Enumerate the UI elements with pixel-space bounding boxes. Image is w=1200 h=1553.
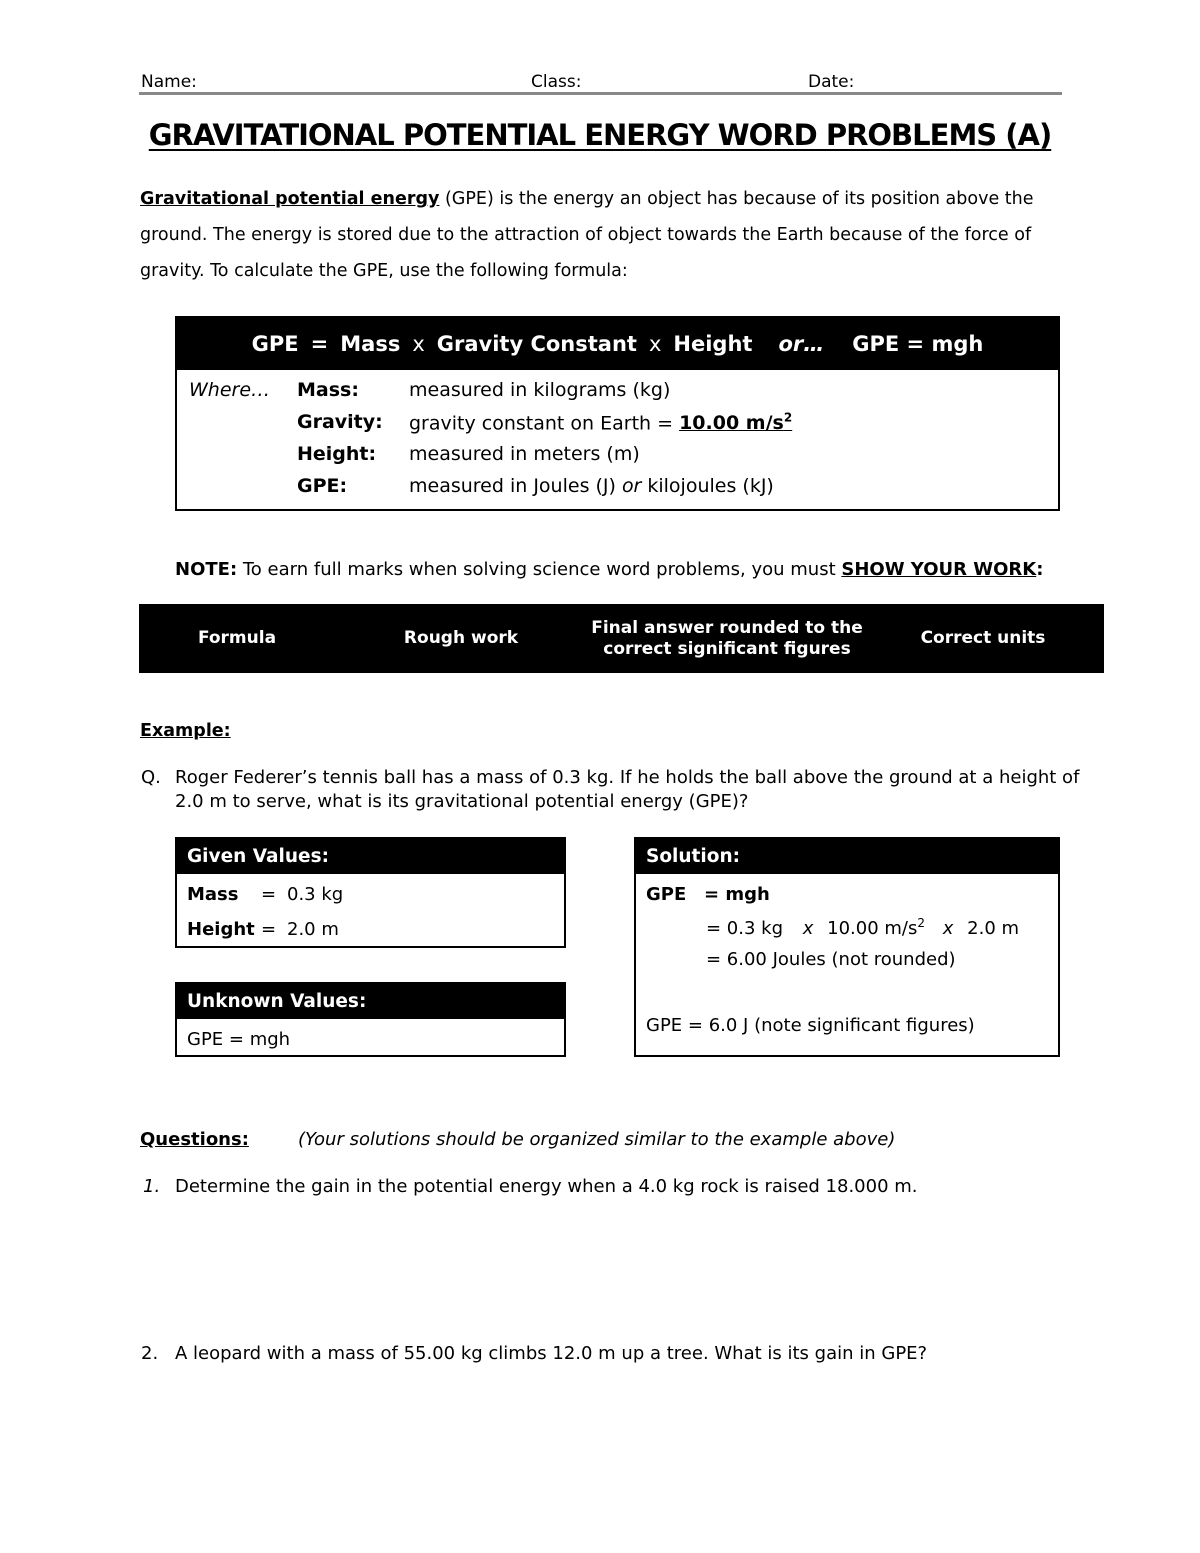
formula-short: GPE = mgh — [852, 332, 984, 356]
solution-formula: = mgh — [704, 884, 770, 905]
unknown-values-box — [175, 982, 566, 1057]
class-label: Class: — [531, 72, 582, 92]
solution-box — [634, 837, 1060, 1057]
date-label: Date: — [808, 72, 855, 92]
gravity-constant-number: 10.00 m/s — [679, 412, 784, 435]
formula-gravity-constant: Gravity Constant — [436, 332, 637, 356]
intro-paragraph — [140, 181, 1060, 289]
header-rule — [139, 92, 1062, 95]
question-1-number: 1. — [143, 1176, 161, 1197]
formula-or: or… — [778, 332, 825, 356]
work-units: Correct units — [920, 628, 1046, 648]
question-2-number: 2. — [141, 1343, 159, 1364]
example-label: Example: — [140, 721, 231, 741]
formula-height: Height — [673, 332, 753, 356]
name-label: Name: — [141, 72, 197, 92]
solution-sub-height: 2.0 m — [967, 918, 1020, 939]
intro-term: Gravitational potential energy — [140, 189, 440, 209]
gpe-unit-or: or — [621, 475, 642, 497]
solution-sub-gravity: 10.00 m/s — [827, 918, 918, 939]
formula-gpe-label: GPE: — [297, 475, 348, 497]
solution-gpe-label: GPE — [646, 884, 687, 905]
solution-sub-mass: = 0.3 kg — [706, 918, 784, 939]
given-mass-eq: = — [261, 884, 277, 905]
formula-gpe-value — [409, 475, 774, 497]
formula-mass: Mass — [340, 332, 401, 356]
work-final-answer — [589, 604, 865, 673]
gravity-constant-exponent: 2 — [783, 411, 793, 425]
page-title: GRAVITATIONAL POTENTIAL ENERGY WORD PROBLEMS (A) — [148, 118, 1052, 152]
formula-mass-value: measured in kilograms (kg) — [409, 379, 671, 401]
formula-where: Where… — [189, 379, 271, 401]
questions-label: Questions: — [140, 1129, 249, 1150]
formula-height-label: Height: — [297, 443, 377, 465]
gpe-unit-joules: measured in Joules (J) — [409, 475, 616, 497]
intro-line-3: gravity. To calculate the GPE, use the following formula: — [140, 261, 628, 281]
given-mass-value: 0.3 kg — [287, 884, 344, 905]
formula-times-2: x — [648, 332, 662, 356]
formula-mass-label: Mass: — [297, 379, 359, 401]
work-rough: Rough work — [403, 628, 519, 648]
work-final-line-2: correct significant figures — [603, 638, 851, 659]
solution-substitution — [706, 916, 1019, 939]
note-text: To earn full marks when solving science word problems, you must — [237, 559, 842, 580]
example-q-line-2: 2.0 m to serve, what is its gravitational potential energy (GPE)? — [175, 791, 749, 812]
given-values-box — [175, 837, 566, 948]
gpe-unit-kilojoules: kilojoules (kJ) — [647, 475, 774, 497]
intro-line-1 — [140, 181, 1060, 217]
example-q-line-1: Roger Federer’s tennis ball has a mass of 0.3 kg. If he holds the ball above the ground at a height of — [175, 767, 1080, 788]
formula-header — [177, 318, 1058, 370]
unknown-values-title: Unknown Values: — [177, 984, 564, 1019]
questions-note: (Your solutions should be organized similar to the example above) — [298, 1129, 896, 1150]
given-height-value: 2.0 m — [287, 919, 339, 940]
gravity-constant-value — [679, 412, 792, 434]
gravity-value-prefix: gravity constant on Earth = — [409, 412, 680, 435]
solution-unrounded: = 6.00 Joules (not rounded) — [706, 949, 956, 970]
unknown-values-text: GPE = mgh — [187, 1029, 291, 1050]
question-1-text: Determine the gain in the potential energy when a 4.0 kg rock is raised 18.000 m. — [175, 1176, 918, 1197]
given-height-label: Height — [187, 919, 255, 940]
formula-box — [175, 316, 1060, 511]
solution-final: GPE = 6.0 J (note significant figures) — [646, 1015, 975, 1036]
formula-gravity-value — [409, 411, 792, 434]
solution-times-1: x — [802, 918, 814, 939]
solution-times-2: x — [942, 918, 954, 939]
solution-sub-exponent: 2 — [917, 916, 926, 930]
note-colon: : — [1036, 559, 1044, 580]
intro-line-1-rest: (GPE) is the energy an object has because of its position above the — [439, 189, 1034, 209]
formula-times-1: x — [412, 332, 425, 356]
given-mass-label: Mass — [187, 884, 239, 905]
work-formula: Formula — [197, 628, 277, 648]
intro-line-2: ground. The energy is stored due to the attraction of object towards the Earth because of the force of — [140, 225, 1032, 245]
note-line — [175, 559, 1043, 580]
formula-gpe: GPE — [251, 332, 299, 356]
given-values-title: Given Values: — [177, 839, 564, 874]
given-height-eq: = — [261, 919, 277, 940]
note-emphasis: SHOW YOUR WORK — [841, 559, 1037, 580]
work-requirements-bar — [139, 604, 1104, 673]
question-2-text: A leopard with a mass of 55.00 kg climbs 12.0 m up a tree. What is its gain in GPE? — [175, 1343, 928, 1364]
example-q-prefix: Q. — [141, 767, 161, 788]
formula-eq: = — [310, 332, 329, 356]
formula-gravity-label: Gravity: — [297, 411, 383, 433]
note-lead: NOTE: — [175, 559, 238, 580]
work-final-line-1: Final answer rounded to the — [591, 617, 863, 638]
formula-height-value: measured in meters (m) — [409, 443, 640, 465]
solution-title: Solution: — [636, 839, 1058, 874]
